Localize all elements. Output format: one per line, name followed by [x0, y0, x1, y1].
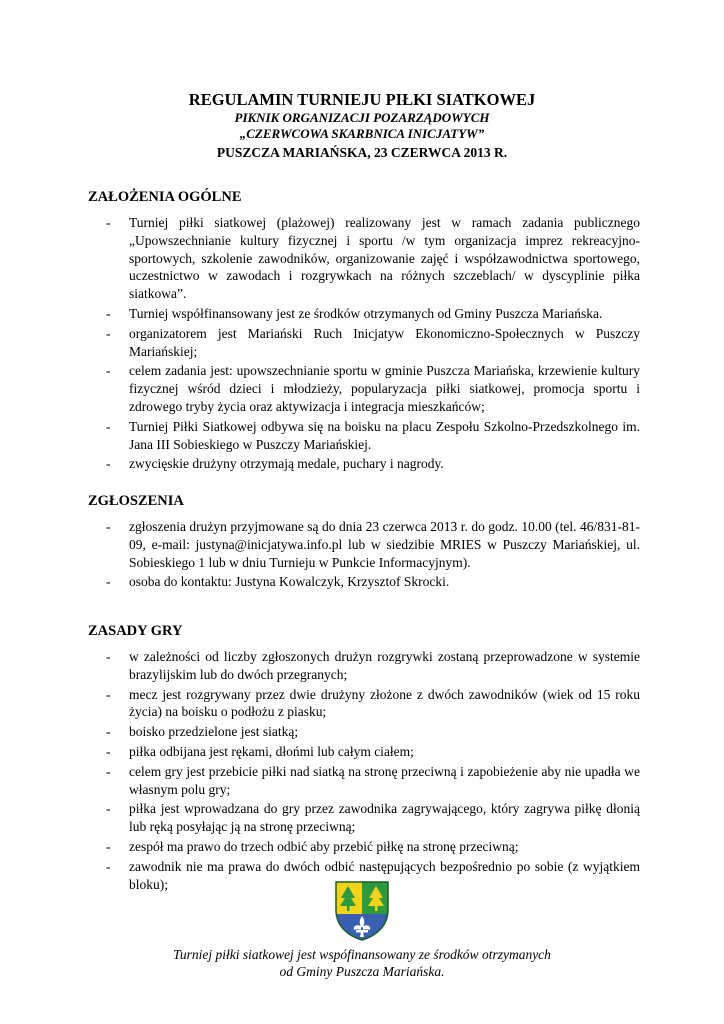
list-item — [88, 648, 640, 684]
list-bullet: - — [106, 418, 111, 434]
list-item-text: w zależności od liczby zgłoszonych drużyn rozgrywki zostaną przeprowadzone w systemie brazylijskim lub do dwóch przegranych; — [129, 649, 640, 682]
list-item — [88, 723, 640, 741]
list-bullet: - — [106, 519, 111, 534]
document-place-date: PUSZCZA MARIAŃSKA, 23 CZERWCA 2013 R. — [216, 145, 508, 160]
list-item — [88, 305, 640, 323]
list-item — [88, 518, 640, 571]
list-item-text: piłka odbijana jest rękami, dłońmi lub całym ciałem; — [129, 743, 414, 759]
list-item — [88, 573, 640, 591]
list-item-text: Turniej współfinansowany jest ze środków otrzymanych od Gminy Puszcza Mariańska. — [129, 305, 603, 321]
footer-line-2: od Gminy Puszcza Mariańska. — [279, 964, 445, 979]
list-bullet: - — [106, 325, 111, 341]
document-header — [0, 90, 724, 162]
list-bullet: - — [106, 838, 111, 854]
list-bullet: - — [106, 724, 111, 740]
list-bullet: - — [106, 649, 111, 664]
section-general — [88, 188, 640, 475]
section-list — [88, 518, 640, 591]
list-item — [88, 800, 640, 836]
section-list — [88, 214, 640, 473]
list-bullet: - — [106, 763, 111, 779]
list-item-text: zwycięskie drużyny otrzymają medale, puchary i nagrody. — [129, 456, 444, 472]
list-bullet: - — [106, 743, 111, 759]
municipal-coat-of-arms-icon — [334, 880, 390, 942]
list-item — [88, 418, 640, 454]
section-heading: ZAŁOŻENIA OGÓLNE — [88, 189, 242, 205]
list-item — [88, 455, 640, 473]
list-bullet: - — [106, 363, 111, 379]
list-bullet: - — [106, 215, 111, 230]
list-item-text: celem gry jest przebicie piłki nad siatką na stronę przeciwną i zapobieżenie aby nie upadła we własnym polu gry; — [129, 763, 640, 797]
list-bullet: - — [106, 456, 111, 472]
list-item — [88, 325, 640, 361]
section-rules — [88, 622, 640, 895]
list-bullet: - — [106, 574, 111, 590]
list-item-text: Turniej piłki siatkowej (plażowej) realizowany jest w ramach zadania publicznego „Upowszechnianie kultury fizycznej i sportu /w tym organizacja imprez rekreacyjno-sportowych, szkolenie zawodników, organizowanie zajęć i współzawodnictwa sportowego, uczestnictwo w zawodach i rozgrywkach na różnych szczeblach/ w dyscyplinie piłka siatkowa”. — [129, 215, 640, 302]
list-item-text: zespół ma prawo do trzech odbić aby przebić piłkę na stronę przeciwną; — [129, 838, 519, 854]
list-item-text: Turniej Piłki Siatkowej odbywa się na boisku na placu Zespołu Szkolno-Przedszkolnego im. Jana III Sobieskiego w Puszczy Mariańskiej. — [129, 418, 640, 452]
section-applications — [88, 492, 640, 593]
list-item — [88, 362, 640, 415]
document-footer — [0, 946, 724, 980]
document-subtitle-1: PIKNIK ORGANIZACJI POZARZĄDOWYCH — [234, 110, 490, 125]
list-bullet: - — [106, 305, 111, 321]
list-item-text: organizatorem jest Mariański Ruch Inicjatyw Ekonomiczno-Społecznych w Puszczy Mariańskiej; — [129, 325, 640, 359]
list-bullet: - — [106, 858, 111, 874]
list-item — [88, 214, 640, 303]
document-subtitle-2: „CZERWCOWA SKARBNICA INICJATYW” — [239, 126, 485, 141]
section-heading: ZGŁOSZENIA — [88, 493, 184, 509]
section-list — [88, 648, 640, 893]
list-item — [88, 838, 640, 856]
list-item — [88, 743, 640, 761]
footer-line-1: Turniej piłki siatkowej jest wspófinansowany ze środków otrzymanych — [173, 947, 551, 962]
list-item-text: celem zadania jest: upowszechnianie sportu w gminie Puszcza Mariańska, krzewienie kultury fizycznej wśród dzieci i młodzieży, popularyzacja piłki siatkowej, promocja sportu i zdrowego tryby życia oraz aktywizacja i integracja mieszkańców; — [129, 363, 640, 414]
list-item-text: piłka jest wprowadzana do gry przez zawodnika zagrywającego, który zagrywa piłkę dłonią lub ręką posyłając ją na stronę przeciwną; — [129, 801, 640, 835]
list-item — [88, 686, 640, 722]
list-bullet: - — [106, 801, 111, 817]
list-item-text: boisko przedzielone jest siatką; — [129, 724, 299, 740]
list-item-text: zgłoszenia drużyn przyjmowane są do dnia 23 czerwca 2013 r. do godz. 10.00 (tel. 46/831-81-09, e-mail: justyna@inicjatywa.info.pl lub w siedzibie MRIES w Puszczy Mariańskiej, ul. Sobieskiego 1 lub w dniu Turnieju w Punkcie Informacyjnym). — [129, 519, 640, 570]
list-item — [88, 763, 640, 799]
document-title: REGULAMIN TURNIEJU PIŁKI SIATKOWEJ — [188, 90, 536, 109]
list-bullet: - — [106, 686, 111, 702]
list-item-text: mecz jest rozgrywany przez dwie drużyny złożone z dwóch zawodników (wiek od 15 roku życia) na boisku o podłożu z piasku; — [129, 686, 640, 720]
list-item-text: zawodnik nie ma prawa do dwóch odbić następujących bezpośrednio po sobie (z wyjątkiem bloku); — [129, 858, 640, 892]
section-heading: ZASADY GRY — [88, 623, 183, 639]
list-item-text: osoba do kontaktu: Justyna Kowalczyk, Krzysztof Skrocki. — [129, 574, 450, 590]
